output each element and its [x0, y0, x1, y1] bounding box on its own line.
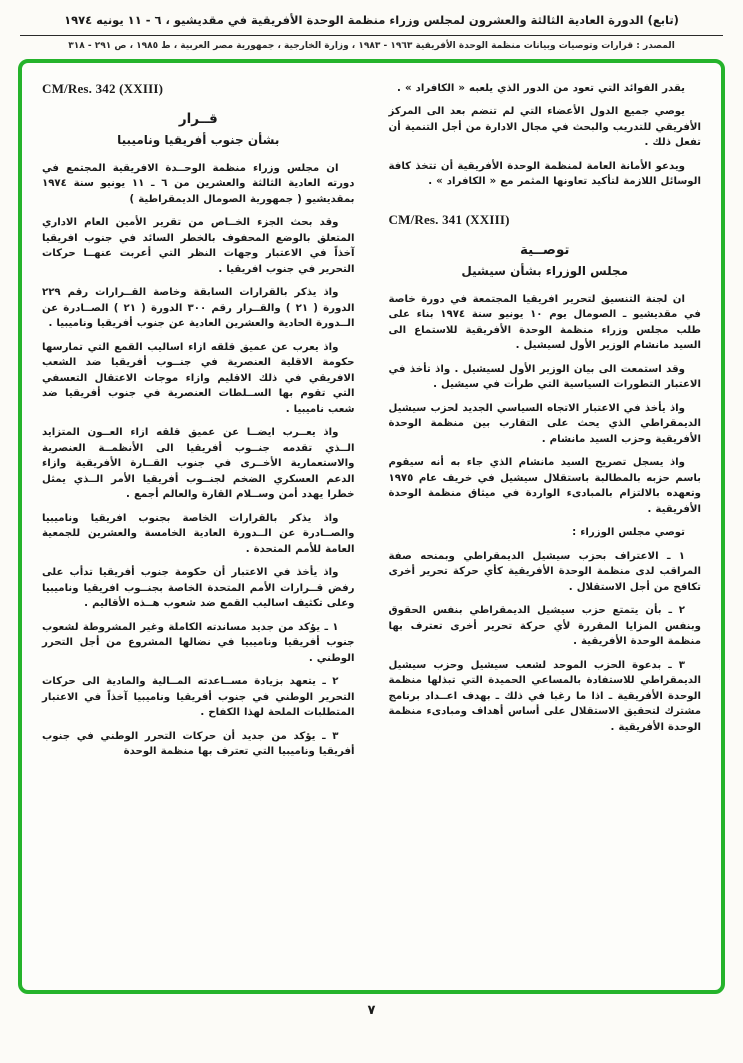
green-border-frame	[18, 59, 725, 994]
session-title: (تابع) الدورة العادية الثالثة والعشرون لمجلس وزراء منظمة الوحدة الأفريقية في مقديشيو ، ٦ - ١١ يونيه ١٩٧٤	[64, 13, 679, 27]
paragraph: ان لجنة التنسيق لتحرير افريقيا المجتمعة في دورة خاصة في مقديشيو ـ الصومال يوم ١٠ يونيو سنة ١٩٧٤ بناء على طلب مجلس وزراء منظمة الوحدة الأفريقية للاستماع الى السيد مانشام الوزير الأول لسيشيل .	[388, 293, 701, 352]
right-column	[389, 81, 702, 980]
two-column-layout	[42, 81, 701, 980]
paragraph: ٢ ـ بأن يتمتع حزب سيشيل الديمقراطي بنفس الحقوق وبنفس المزايا المقررة لأي حركة تحرير أخرى تعترف بها منظمة الوحدة الأفريقية .	[388, 605, 701, 648]
resolution-id-341: CM/Res. 341 (XXIII)	[388, 211, 510, 227]
source-citation: المصدر : قرارات وتوصيات وبيانات منظمة الوحدة الأفريقية ١٩٦٣ - ١٩٨٣ ، وزارة الخارجية ، جمهورية مصر العربية ، ط ١٩٨٥ ، ص ٢٩١ - ٣١٨	[68, 41, 675, 52]
page-header	[18, 8, 725, 59]
paragraph: واذ يسجل تصريح السيد مانشام الذي جاء به أنه سيقوم باسم حزبه بالمطالبة باستقلال سيشيل في خريف عام ١٩٧٥ وتعهده بالالتزام بالمبادىء الواردة في ميثاق منظمة الوحدة الأفريقية .	[388, 457, 701, 515]
paragraph: ٣ ـ بدعوة الحزب الموحد لشعب سيشيل وحزب سيشيل الديمقراطي للاستفادة بالمساعي الحميدة التي تبذلها منظمة الوحدة الأفريقية ـ اذا ما رغبا في ذلك ـ بهدف اعــداد برنامج مشترك لتحقيق الاستقلال على أساس أهداف ومبادىء منظمة الوحدة الأفريقية .	[388, 659, 701, 733]
paragraph: يقدر الفوائد التي تعود من الدور الذي يلعبه « الكافراد » .	[397, 82, 685, 94]
resolution-subtitle: مجلس الوزراء بشأن سيشيل	[461, 263, 629, 278]
paragraph: ١ ـ يؤكد من جديد مساندته الكاملة وغير المشروطة لشعوب جنوب أفريقيا وناميبيا في نضالها المشروع من أجل التحرر الوطني .	[42, 621, 355, 664]
paragraph: واذ يذكر بالقرارات السابقة وخاصة القــرارات رقم ٢٢٩ الدورة ( ٢١ ) والقــرار رقم ٣٠٠ الدورة ( ٢١ ) الصــادرة عن الــدورة الحادية والعشرين العادية عن جنوب أفريقيا وناميبيا .	[42, 287, 355, 330]
paragraph: واذ يأخذ في الاعتبار أن حكومة جنوب أفريقيا تدأب على رفض قــرارات الأمم المتحدة الخاصة بجنــوب افريقيا وناميبيا وعلى تكثيف اساليب القمع ضد شعوب هــذه الأقاليم .	[42, 567, 355, 610]
paragraph: ٣ ـ يؤكد من جديد أن حركات التحرر الوطني في جنوب أفريقيا وناميبيا التي تعترف بها منظمة الوحدة	[42, 730, 355, 758]
paragraph: وقد استمعت الى بيان الوزير الأول لسيشيل . واذ تأخذ في الاعتبار التطورات السياسية التي طرأت في سيشيل .	[388, 363, 701, 391]
paragraph: ١ ـ الاعتراف بحزب سيشيل الديمقراطي وبمنحه صفة المراقب لدى منظمة الوحدة الأفريقية كأي حركة تحرير أخرى تكافح من أجل الاستقلال .	[388, 550, 701, 593]
paragraph: ويدعو الأمانة العامة لمنظمة الوحدة الأفريقية أن تتخذ كافة الوسائل اللازمة لتأكيد تعاونها المثمر مع « الكافراد » .	[388, 160, 701, 188]
resolution-title: توصــية	[519, 241, 570, 258]
paragraph: توصي مجلس الوزراء :	[572, 527, 685, 539]
paragraph: ٢ ـ يتعهد بزيادة مســاعدته المــالية والمادية الى حركات التحرير الوطني في جنوب أفريقيا وناميبيا آخذاً في الاعتبار المتطلبات الملحة لهذا الكفاح .	[42, 676, 355, 719]
resolution-subtitle: بشأن جنوب أفريقيا وناميبيا	[117, 132, 280, 147]
paragraph: يوصي جميع الدول الأعضاء التي لم تنضم بعد الى المركز الأفريقي للتدريب والبحث في مجال الادارة من أجل التنمية أن تفعل ذلك .	[388, 106, 701, 149]
paragraph: ان مجلس وزراء منظمة الوحــدة الافريقية المجتمع في دورته العادية الثالثة والعشرين من ٦ ـ ١١ يونيو سنة ١٩٧٤ بمقديشيو ( جمهورية الصومال الديمقراطية )	[42, 162, 355, 205]
paragraph: واذ يذكر بالقرارات الخاصة بجنوب افريقيا وناميبيا والصــادرة عن الــدورة العادية الخامسة والعشرين للجمعية العامة للأمم المتحدة .	[42, 512, 355, 555]
resolution-title: قــرار	[178, 110, 218, 127]
paragraph: واذ يعرب عن عميق قلقه ازاء اساليب القمع التي تمارسها حكومة الاقلية العنصرية في جنــوب أفريقيا ضد الشعب الافريقي في ذلك الاقليم وازاء موجات الاعتقال التعسفي التي تقوم بها الســلطات العنصرية في جنوب أفريقيا ضد شعب ناميبيا .	[42, 341, 355, 415]
paragraph: وقد بحث الجزء الخــاص من تقرير الأمين العام الاداري المتعلق بالوضع المحفوف بالخطر السائد في جنوب افريقيا آخذاً في الاعتبار وجهات النظر التي أعربت عنهــا حركات التحرير في جنوب افريقيا .	[42, 217, 355, 275]
page-number: ٧	[367, 1002, 376, 1018]
paragraph: واذ يعــرب ايضــا عن عميق قلقه ازاء العــون المتزايد الــذي تقدمه جنــوب أفريقيا الى الأنظمــة العنصرية والاستعمارية الأخــرى في جنوب القــارة الأفريقية وازاء الدعم العسكري الضخم لجنــوب أفريقيا الأمر الــذي يمثل خطرا يهدد أمن وســلام القارة والعالم أجمع .	[42, 427, 355, 501]
left-column	[42, 81, 355, 980]
resolution-id-342: CM/Res. 342 (XXIII)	[42, 80, 164, 96]
header-divider	[20, 35, 723, 36]
paragraph: واذ يأخذ في الاعتبار الاتجاه السياسي الجديد لحزب سيشيل الديمقراطي الذي يحث على التقارب بين منظمة الوحدة الأفريقية وحزب السيد مانشام .	[388, 402, 701, 445]
